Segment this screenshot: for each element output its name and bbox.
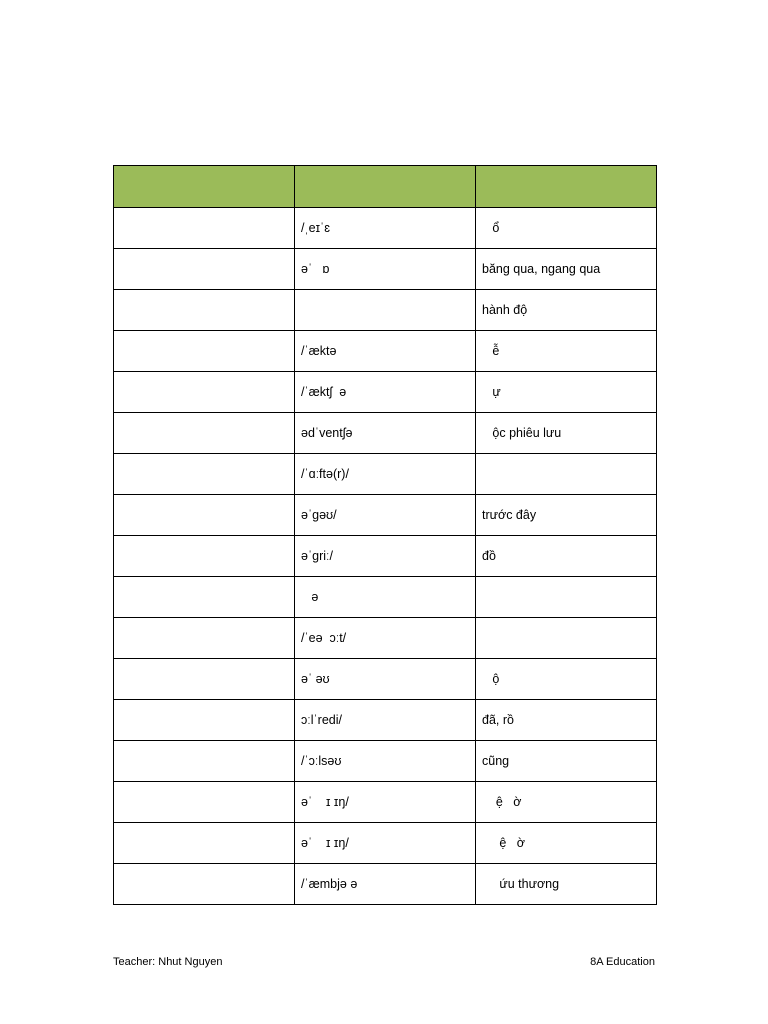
cell-ipa: /ˌeɪˈɛ	[295, 208, 476, 249]
table-row	[114, 495, 657, 536]
cell-word	[114, 536, 295, 577]
table-row	[114, 659, 657, 700]
table-row	[114, 741, 657, 782]
table-header-row	[114, 166, 657, 208]
cell-meaning: ứu thương	[476, 864, 657, 905]
cell-word	[114, 659, 295, 700]
footer-teacher: Teacher: Nhut Nguyen	[113, 956, 223, 968]
cell-word	[114, 782, 295, 823]
cell-ipa: ədˈventʃə	[295, 413, 476, 454]
table-row	[114, 413, 657, 454]
cell-meaning: băng qua, ngang qua	[476, 249, 657, 290]
cell-meaning: ễ	[476, 331, 657, 372]
table-row	[114, 331, 657, 372]
cell-meaning: hành độ	[476, 290, 657, 331]
cell-word	[114, 618, 295, 659]
cell-ipa: /ˈæktə	[295, 331, 476, 372]
cell-meaning	[476, 618, 657, 659]
cell-word	[114, 577, 295, 618]
cell-meaning	[476, 577, 657, 618]
cell-meaning: ổ	[476, 208, 657, 249]
cell-ipa: /ˈæktʃ ə	[295, 372, 476, 413]
cell-word	[114, 700, 295, 741]
cell-meaning: ự	[476, 372, 657, 413]
cell-ipa: əˈ əʊ	[295, 659, 476, 700]
table-row	[114, 782, 657, 823]
cell-meaning: đã, rồ	[476, 700, 657, 741]
footer-brand: 8A Education	[590, 956, 655, 968]
table-row	[114, 700, 657, 741]
cell-word	[114, 372, 295, 413]
cell-meaning: ộ	[476, 659, 657, 700]
cell-ipa: əˈɡriː/	[295, 536, 476, 577]
table-row	[114, 249, 657, 290]
cell-word	[114, 413, 295, 454]
cell-meaning: cũng	[476, 741, 657, 782]
table-row	[114, 823, 657, 864]
cell-ipa: /ˈæmbjə ə	[295, 864, 476, 905]
vocabulary-table	[113, 165, 657, 905]
cell-word	[114, 208, 295, 249]
cell-word	[114, 823, 295, 864]
cell-ipa: ə	[295, 577, 476, 618]
cell-ipa: əˈɡəʊ/	[295, 495, 476, 536]
table-row	[114, 618, 657, 659]
header-cell-meaning	[476, 166, 657, 208]
cell-ipa: ɔːlˈredi/	[295, 700, 476, 741]
cell-ipa: /ˈɑːftə(r)/	[295, 454, 476, 495]
cell-ipa: /ˈɔːlsəʊ	[295, 741, 476, 782]
cell-word	[114, 290, 295, 331]
cell-word	[114, 495, 295, 536]
table-row	[114, 536, 657, 577]
cell-word	[114, 249, 295, 290]
cell-ipa: əˈ ɪ ɪŋ/	[295, 823, 476, 864]
cell-word	[114, 454, 295, 495]
table-row	[114, 372, 657, 413]
table-row	[114, 864, 657, 905]
cell-word	[114, 331, 295, 372]
cell-meaning: đồ	[476, 536, 657, 577]
cell-word	[114, 741, 295, 782]
cell-meaning: ệ ờ	[476, 782, 657, 823]
cell-meaning	[476, 454, 657, 495]
cell-ipa: əˈ ɒ	[295, 249, 476, 290]
header-cell-ipa	[295, 166, 476, 208]
cell-ipa	[295, 290, 476, 331]
cell-meaning: trước đây	[476, 495, 657, 536]
cell-meaning: ộc phiêu lưu	[476, 413, 657, 454]
table-body	[114, 208, 657, 905]
table-row	[114, 208, 657, 249]
table-row	[114, 454, 657, 495]
table-row	[114, 577, 657, 618]
cell-ipa: əˈ ɪ ɪŋ/	[295, 782, 476, 823]
cell-meaning: ệ ờ	[476, 823, 657, 864]
cell-ipa: /ˈeə ɔːt/	[295, 618, 476, 659]
table-row	[114, 290, 657, 331]
cell-word	[114, 864, 295, 905]
header-cell-word	[114, 166, 295, 208]
